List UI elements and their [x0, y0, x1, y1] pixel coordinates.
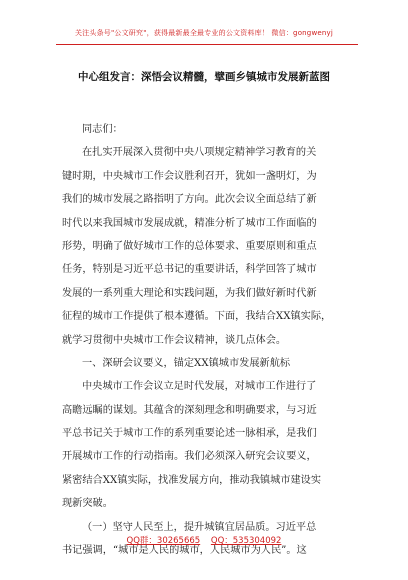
header-divider [56, 44, 358, 45]
paragraph-line: 我们的城市发展之路指明了方向。此次会议全面总结了新 [62, 194, 317, 206]
paragraph-line: 平总书记关于城市工作的系列重要论述一脉相承，是我们 [62, 428, 317, 440]
paragraph-line: 任务，特别是习近平总书记的重要讲话，科学回答了城市 [62, 264, 317, 276]
paragraph-line: 时代以来我国城市发展成就，精准分析了城市工作面临的 [62, 217, 317, 229]
paragraph-line: 就学习贯彻中央城市工作会议精神，谈几点体会。 [62, 334, 287, 346]
document-body [62, 118, 358, 562]
salutation: 同志们： [82, 124, 123, 135]
subsection-heading: （一）坚守人民至上，提升城镇宜居品质。习近平总 [82, 521, 317, 533]
paragraph-line: 在扎实开展深入贯彻中央八项规定精神学习教育的关 [82, 147, 317, 159]
paragraph-line: 中央城市工作会议立足时代发展，对城市工作进行了 [82, 381, 317, 393]
paragraph-line: 形势，明确了做好城市工作的总体要求、重要原则和重点 [62, 240, 317, 252]
paragraph-line: 高瞻远瞩的谋划。其蕴含的深刻理念和明确要求，与习近 [62, 404, 317, 416]
section-heading: 一、深研会议要义，锚定XX镇城市发展新航标 [82, 357, 291, 369]
paragraph-line: 开展城市工作的行动指南。我们必须深入研究会议要义， [62, 451, 317, 463]
header-banner: 关注头条号"公文研究"，获得最新最全最专业的公文资料库！ 微信：gongwenyj [74, 29, 334, 37]
footer-qq: QQ：535304092 [210, 536, 282, 546]
paragraph-line: 键时期，中央城市工作会议胜利召开，犹如一盏明灯，为 [62, 170, 317, 182]
paragraph-line: 书记强调，“城市是人民的城市，人民城市为人民”。这 [62, 545, 307, 557]
paragraph-line: 现新突破。 [62, 498, 113, 510]
paragraph-line: 征程的城市工作提供了根本遵循。下面，我结合XX镇实际， [62, 311, 332, 323]
paragraph-line: 发展的一系列重大理论和实践问题，为我们做好新时代新 [62, 287, 317, 299]
footer-qq-group: QQ群：30265665 [126, 536, 201, 546]
document-title: 中心组发言：深悟会议精髓，擘画乡镇城市发展新蓝图 [78, 71, 330, 83]
footer-contact [0, 534, 408, 546]
paragraph-line: 紧密结合XX镇实际，找准发展方向，推动我镇城市建设实 [62, 474, 322, 486]
